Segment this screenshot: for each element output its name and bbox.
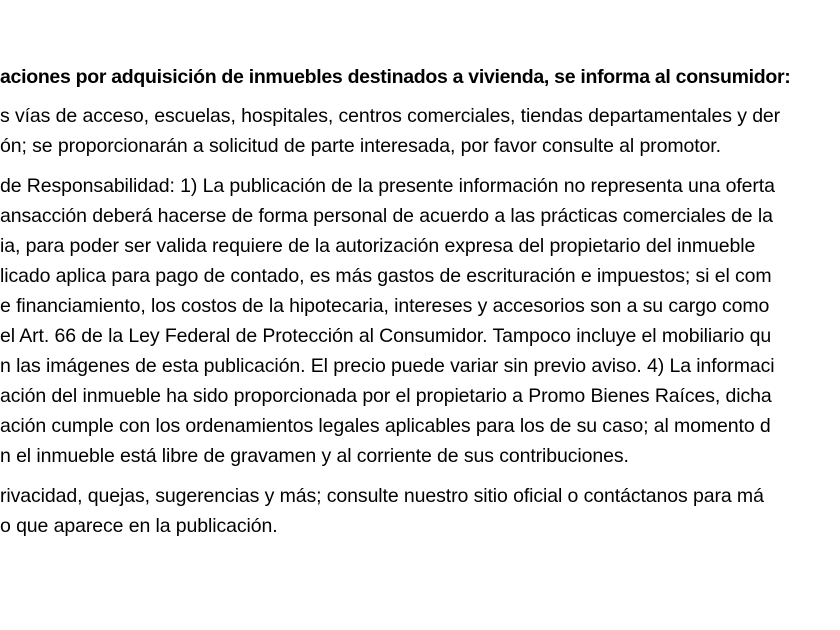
paragraph-2-line-4: licado aplica para pago de contado, es más gastos de escrituración e impuestos; si el com	[0, 265, 772, 287]
paragraph-1-line-2: ón; se proporcionarán a solicitud de parte interesada, por favor consulte al promotor.	[0, 135, 721, 157]
paragraph-3-line-2: o que aparece en la publicación.	[0, 515, 278, 537]
paragraph-2-line-8: ación del inmueble ha sido proporcionada por el propietario a Promo Bienes Raíces, dicha	[0, 385, 772, 407]
paragraph-2-line-7: n las imágenes de esta publicación. El precio puede variar sin previo aviso. 4) La informaci	[0, 355, 775, 377]
paragraph-3-line-1: rivacidad, quejas, sugerencias y más; consulte nuestro sitio oficial o contáctanos para má	[0, 485, 764, 507]
paragraph-2-line-6: el Art. 66 de la Ley Federal de Protección al Consumidor. Tampoco incluye el mobiliario qu	[0, 325, 772, 347]
paragraph-2-line-1: de Responsabilidad: 1) La publicación de la presente información no representa una oferta	[0, 175, 775, 197]
paragraph-1-line-1: s vías de acceso, escuelas, hospitales, centros comerciales, tiendas departamentales y der	[0, 105, 781, 127]
paragraph-2-line-3: ia, para poder ser valida requiere de la autorización expresa del propietario del inmueble	[0, 235, 756, 257]
document-heading: aciones por adquisición de inmuebles destinados a vivienda, se informa al consumidor:	[0, 66, 791, 88]
paragraph-2-line-10: n el inmueble está libre de gravamen y al corriente de sus contribuciones.	[0, 445, 629, 467]
paragraph-2-line-2: ansacción deberá hacerse de forma personal de acuerdo a las prácticas comerciales de la	[0, 205, 773, 227]
paragraph-2-line-5: e financiamiento, los costos de la hipotecaria, intereses y accesorios son a su cargo como	[0, 295, 770, 317]
paragraph-2-line-9: ación cumple con los ordenamientos legales aplicables para los de su caso; al momento d	[0, 415, 771, 437]
